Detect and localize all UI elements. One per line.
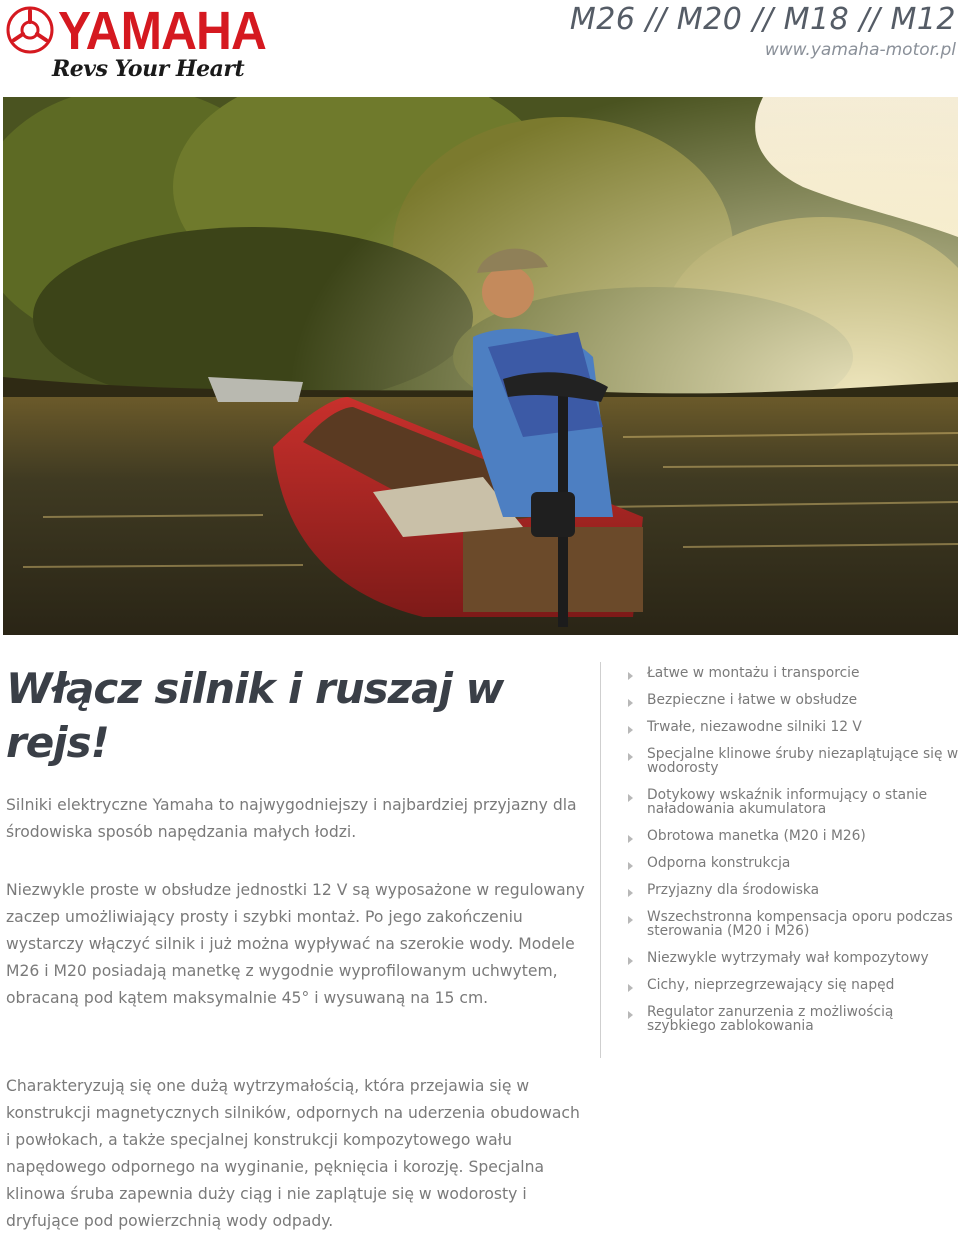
list-item: Obrotowa manetka (M20 i M26) (628, 829, 960, 843)
list-item: Bezpieczne i łatwe w obsłudze (628, 693, 960, 707)
hero-photo (3, 97, 958, 635)
list-item: Dotykowy wskaźnik informujący o stanie naładowania akumulatora (628, 788, 960, 816)
bullet-arrow-icon (628, 957, 633, 965)
bullet-arrow-icon (628, 835, 633, 843)
brand-tagline: Revs Your Heart (52, 56, 245, 82)
list-item: Niezwykle wytrzymały wał kompozytowy (628, 951, 960, 965)
brand-name: YAMAHA (58, 1, 266, 61)
bullet-arrow-icon (628, 862, 633, 870)
feature-list (628, 666, 960, 1033)
bullet-arrow-icon (628, 672, 633, 680)
headline: Włącz silnik i ruszaj w rejs! (6, 664, 504, 767)
list-item: Regulator zanurzenia z możliwością szybkiego zablokowania (628, 1005, 960, 1033)
column-divider (600, 662, 601, 1058)
list-item: Cichy, nieprzegrzewający się napęd (628, 978, 960, 992)
tuning-fork-emblem-icon (6, 6, 54, 54)
brand-logo (6, 1, 266, 92)
list-item: Specjalne klinowe śruby niezaplątujące się w wodorosty (628, 747, 960, 775)
durability-paragraph: Charakteryzują się one dużą wytrzymałością, która przejawia się w konstrukcji magnetycznych silników, odpornych na uderzenia obudowach i powłokach, a także specjalnej konstrukcji kompozytowego wału napędowego odpornego na wyginanie, pęknięcia i korozję. Specjalna klinowa śruba zapewnia duży ciąg i nie zaplątuje się w wodorosty i dryfujące pod powierzchnią wody odpady. (6, 1077, 580, 1230)
bullet-arrow-icon (628, 889, 633, 897)
intro-paragraph: Silniki elektryczne Yamaha to najwygodniejszy i najbardziej przyjazny dla środowiska sposób napędzania małych łodzi. (6, 796, 577, 841)
photo-man-in-canoe-icon (3, 97, 958, 635)
website-link[interactable]: www.yamaha-motor.pl (764, 40, 956, 60)
bullet-arrow-icon (628, 699, 633, 707)
list-item: Wszechstronna kompensacja oporu podczas sterowania (M20 i M26) (628, 910, 960, 938)
features-paragraph: Niezwykle proste w obsłudze jednostki 12 V są wyposażone w regulowany zaczep umożliwiający prosty i szybki montaż. Po jego zakończeniu wystarczy włączyć silnik i już można wypływać na szerokie wody. Modele M26 i M20 posiadają manetkę z wygodnie wyprofilowanym uchwytem, obracaną pod kątem maksymalnie 45° i wysuwaną na 15 cm. (6, 881, 585, 1007)
bullet-arrow-icon (628, 726, 633, 734)
bullet-arrow-icon (628, 916, 633, 924)
bullet-arrow-icon (628, 984, 633, 992)
bullet-arrow-icon (628, 753, 633, 761)
list-item: Trwałe, niezawodne silniki 12 V (628, 720, 960, 734)
list-item: Łatwe w montażu i transporcie (628, 666, 960, 680)
list-item: Odporna konstrukcja (628, 856, 960, 870)
model-list-title: M26 // M20 // M18 // M12 (569, 2, 956, 37)
list-item: Przyjazny dla środowiska (628, 883, 960, 897)
bullet-arrow-icon (628, 1011, 633, 1019)
bullet-arrow-icon (628, 794, 633, 802)
